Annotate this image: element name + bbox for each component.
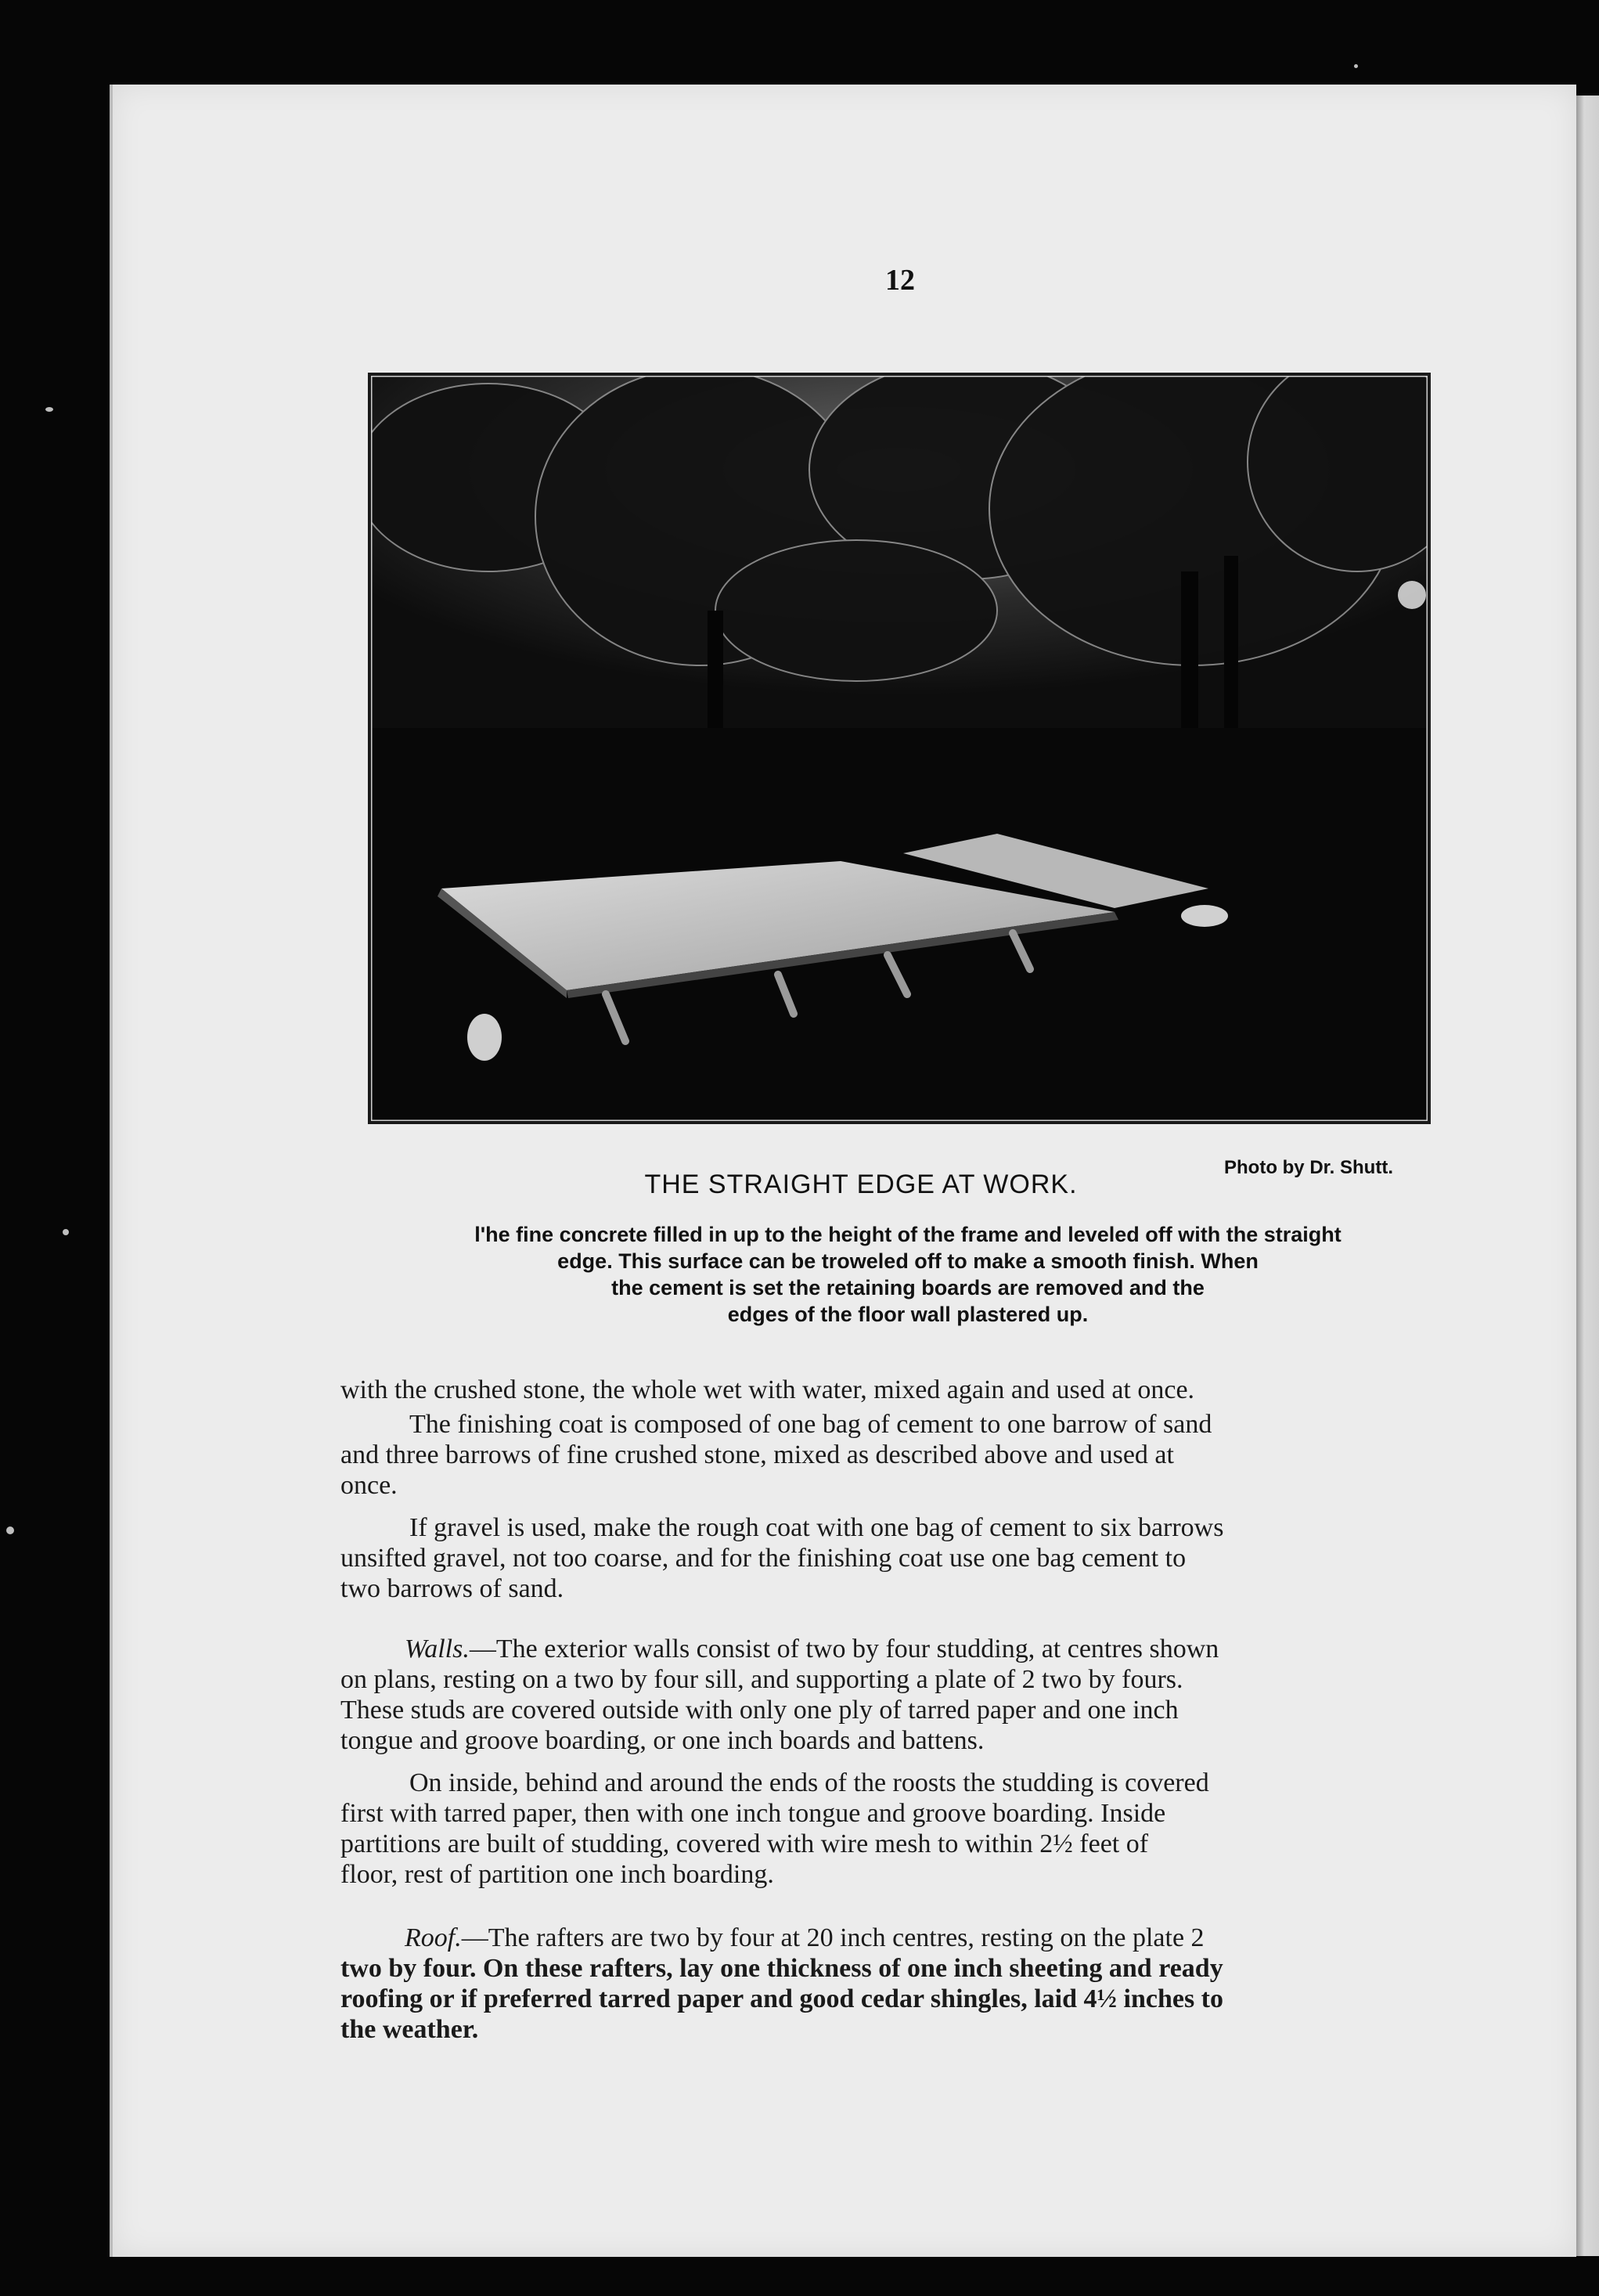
text-line: the weather. — [340, 2015, 479, 2044]
concrete-floor-photograph — [368, 373, 1431, 1124]
text-line: floor, rest of partition one inch boarding. — [340, 1860, 774, 1889]
paragraph-gravel — [340, 1512, 1456, 1604]
paragraph-walls — [340, 1634, 1456, 1756]
paragraph-roof — [340, 1923, 1456, 2045]
text-line: unsifted gravel, not too coarse, and for the finishing coat use one bag cement to — [340, 1544, 1187, 1573]
scan-speck — [45, 407, 53, 412]
text-line: roofing or if preferred tarred paper and good cedar shingles, laid 4½ inches to — [340, 1984, 1223, 2013]
text-line: on plans, resting on a two by four sill, and supporting a plate of 2 two by fours. — [340, 1665, 1183, 1694]
text-line: first with tarred paper, then with one inch tongue and groove boarding. Inside — [340, 1799, 1166, 1828]
text-line: once. — [340, 1471, 398, 1500]
photo-caption — [360, 1221, 1456, 1328]
text-line: two by four. On these rafters, lay one thickness of one inch sheeting and ready — [340, 1954, 1223, 1983]
walls-heading: Walls. — [405, 1635, 470, 1663]
paragraph-intro — [340, 1375, 1456, 1405]
text-line: —The exterior walls consist of two by four studding, at centres shown — [469, 1635, 1219, 1663]
scan-speck — [63, 1229, 69, 1235]
text-line: partitions are built of studding, covered with wire mesh to within 2½ feet of — [340, 1829, 1149, 1858]
text-line: These studs are covered outside with only one ply of tarred paper and one inch — [340, 1696, 1179, 1725]
photo-credit: Photo by Dr. Shutt. — [1224, 1157, 1393, 1178]
caption-line: edge. This surface can be troweled off to make a smooth finish. When — [557, 1249, 1259, 1273]
text-line: On inside, behind and around the ends of the roosts the studding is covered — [409, 1768, 1209, 1797]
text-line: and three barrows of fine crushed stone, mixed as described above and used at — [340, 1440, 1174, 1469]
text-line: The finishing coat is composed of one bag of cement to one barrow of sand — [409, 1410, 1212, 1439]
text-line: If gravel is used, make the rough coat with one bag of cement to six barrows — [409, 1513, 1224, 1542]
caption-line: edges of the floor wall plastered up. — [727, 1303, 1089, 1326]
text-line: with the crushed stone, the whole wet with water, mixed again and used at once. — [340, 1375, 1195, 1404]
text-line: tongue and groove boarding, or one inch boards and battens. — [340, 1726, 985, 1755]
text-line: —The rafters are two by four at 20 inch centres, resting on the plate 2 — [461, 1923, 1205, 1952]
photo-title: THE STRAIGHT EDGE AT WORK. — [644, 1170, 1078, 1199]
paragraph-inside — [340, 1768, 1456, 1890]
caption-line: l'he fine concrete filled in up to the height of the frame and leveled off with the straight — [474, 1223, 1342, 1246]
scan-speck — [6, 1526, 14, 1534]
roof-heading: Roof. — [405, 1923, 462, 1952]
page-number: 12 — [885, 264, 915, 297]
paragraph-finishing-coat — [340, 1409, 1456, 1501]
text-line: two barrows of sand. — [340, 1574, 564, 1603]
scan-speck — [1354, 64, 1358, 68]
caption-line: the cement is set the retaining boards are removed and the — [611, 1276, 1205, 1299]
